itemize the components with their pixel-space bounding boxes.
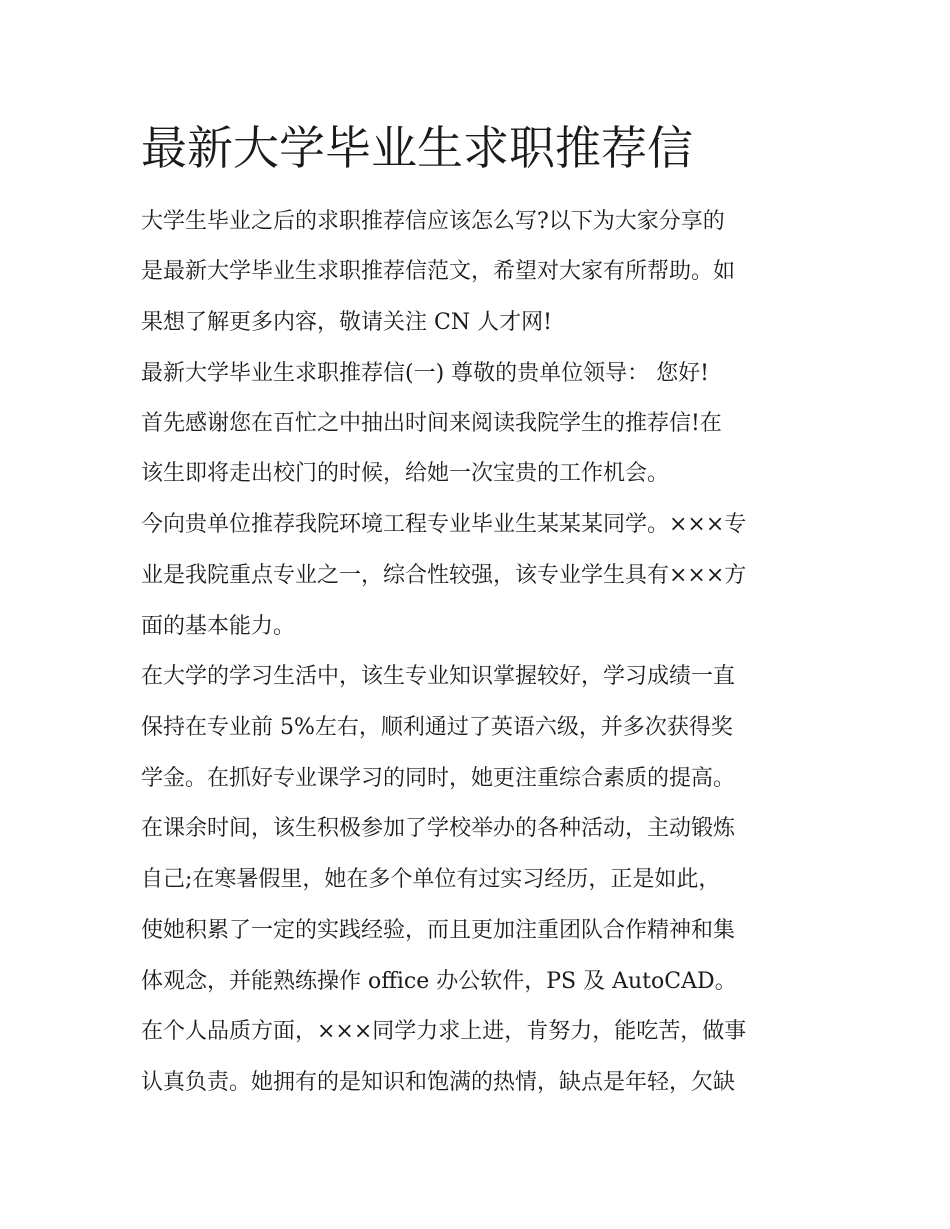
body-line: 今向贵单位推荐我院环境工程专业毕业生某某某同学。×××专 [141, 512, 747, 537]
body-line: 果想了解更多内容，敬请关注 CN 人才网! [141, 310, 552, 335]
body-line: 业是我院重点专业之一，综合性较强，该专业学生具有×××方 [141, 563, 747, 588]
body-line: 最新大学毕业生求职推荐信(一) 尊敬的贵单位领导： 您好! [141, 361, 709, 386]
body-line: 在个人品质方面，×××同学力求上进，肯努力，能吃苦，做事 [141, 1019, 747, 1044]
body-line: 大学生毕业之后的求职推荐信应该怎么写?以下为大家分享的 [141, 209, 725, 234]
body-line: 保持在专业前 5%左右，顺利通过了英语六级，并多次获得奖 [141, 715, 733, 740]
body-line: 体观念，并能熟练操作 office 办公软件，PS 及 AutoCAD。 [141, 969, 737, 994]
body-line: 是最新大学毕业生求职推荐信范文，希望对大家有所帮助。如 [141, 259, 736, 284]
body-line: 学金。在抓好专业课学习的同时，她更注重综合素质的提高。 [141, 766, 736, 791]
body-line: 面的基本能力。 [141, 614, 296, 639]
body-line: 该生即将走出校门的时候，给她一次宝贵的工作机会。 [141, 461, 670, 486]
document-title: 最新大学毕业生求职推荐信 [141, 121, 693, 175]
body-line: 首先感谢您在百忙之中抽出时间来阅读我院学生的推荐信!在 [141, 411, 722, 436]
body-line: 自己;在寒暑假里，她在多个单位有过实习经历，正是如此， [141, 867, 721, 892]
body-line: 使她积累了一定的实践经验，而且更加注重团队合作精神和集 [141, 918, 736, 943]
body-line: 在大学的学习生活中，该生专业知识掌握较好，学习成绩一直 [141, 664, 736, 689]
body-line: 在课余时间，该生积极参加了学校举办的各种活动，主动锻炼 [141, 816, 736, 841]
body-line: 认真负责。她拥有的是知识和饱满的热情，缺点是年轻，欠缺 [141, 1070, 736, 1095]
